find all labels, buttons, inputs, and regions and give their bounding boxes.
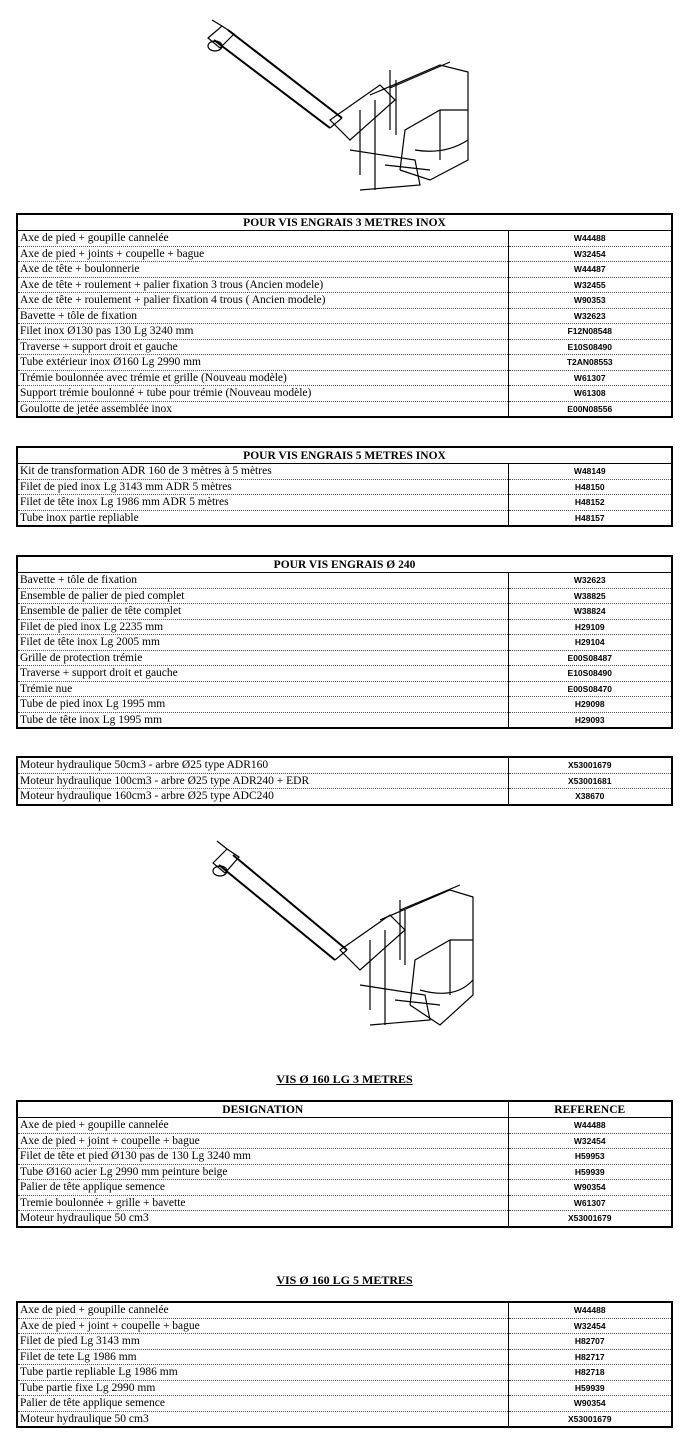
parts-table-240 (16, 555, 673, 729)
reference-cell: H59939 (508, 1164, 672, 1180)
motors-table (16, 756, 673, 806)
reference-cell: W44488 (508, 231, 672, 247)
section-heading-3m: VIS Ø 160 LG 3 METRES (276, 1072, 413, 1086)
reference-cell: E10S08490 (508, 339, 672, 355)
reference-header: REFERENCE (508, 1101, 672, 1118)
table-row (17, 1164, 672, 1180)
reference-cell: F12N08548 (508, 324, 672, 340)
table-row (17, 386, 672, 402)
table-row (17, 1133, 672, 1149)
reference-cell: H29098 (508, 697, 672, 713)
designation-cell: Bavette + tôle de fixation (17, 573, 508, 589)
designation-cell: Filet de pied inox Lg 3143 mm ADR 5 mètres (17, 479, 508, 495)
designation-cell: Traverse + support droit et gauche (17, 339, 508, 355)
reference-cell: E00S08487 (508, 650, 672, 666)
reference-cell: H59939 (508, 1380, 672, 1396)
reference-cell: H82717 (508, 1349, 672, 1365)
table-row (17, 1195, 672, 1211)
table-row (17, 666, 672, 682)
reference-cell: W48149 (508, 464, 672, 480)
table-row (17, 231, 672, 247)
designation-cell: Moteur hydraulique 50 cm3 (20, 1412, 149, 1425)
reference-cell: X53001679 (508, 1411, 672, 1427)
designation-cell: Grille de protection trémie (17, 650, 508, 666)
reference-cell: W38824 (508, 604, 672, 620)
reference-cell: H48157 (508, 510, 672, 526)
table-row (17, 262, 672, 278)
designation-cell: Traverse + support droit et gauche (17, 666, 508, 682)
table-row (17, 697, 672, 713)
table-row (17, 293, 672, 309)
reference-cell: W32454 (508, 1318, 672, 1334)
designation-cell: Moteur hydraulique 160cm3 - arbre Ø25 type ADC240 (20, 790, 274, 803)
designation-cell: Moteur hydraulique 50cm3 - arbre Ø25 type ADR160 (17, 757, 508, 773)
table-row (17, 246, 672, 262)
reference-cell: W32454 (508, 246, 672, 262)
table-row (17, 308, 672, 324)
reference-cell: W32623 (508, 573, 672, 589)
designation-cell: Filet inox Ø130 pas 130 Lg 3240 mm (17, 324, 508, 340)
auger-drawing (205, 825, 485, 1040)
designation-cell: Support trémie boulonné + tube pour trémie (Nouveau modèle) (17, 386, 508, 402)
table-row (17, 1349, 672, 1365)
table-row (17, 1118, 672, 1134)
table-row (17, 510, 672, 526)
table-row (17, 1302, 672, 1318)
designation-cell: Bavette + tôle de fixation (17, 308, 508, 324)
designation-cell: Tube extérieur inox Ø160 Lg 2990 mm (17, 355, 508, 371)
designation-cell: Ensemble de palier de tête complet (17, 604, 508, 620)
table-row (17, 619, 672, 635)
table-row (17, 604, 672, 620)
reference-cell: E00S08470 (508, 681, 672, 697)
reference-cell: W61307 (508, 370, 672, 386)
parts-table-3m-inox (16, 213, 673, 418)
reference-cell: W61307 (508, 1195, 672, 1211)
reference-cell: X53001681 (508, 773, 672, 789)
auger-illustration-bottom (205, 825, 485, 1040)
reference-cell: W32623 (508, 308, 672, 324)
designation-cell: Tremie boulonnée + grille + bavette (17, 1195, 508, 1211)
table-row (17, 1365, 672, 1381)
reference-cell: W61308 (508, 386, 672, 402)
designation-cell: Filet de pied Lg 3143 mm (17, 1334, 508, 1350)
table-row (17, 1396, 672, 1412)
table-row (17, 681, 672, 697)
designation-cell: Axe de tête + roulement + palier fixation 4 trous ( Ancien modele) (17, 293, 508, 309)
designation-cell: Filet de tête et pied Ø130 pas de 130 Lg 3240 mm (17, 1149, 508, 1165)
reference-cell: X38670 (508, 789, 672, 805)
designation-cell: Axe de pied + joints + coupelle + bague (17, 246, 508, 262)
designation-cell: Axe de pied + joint + coupelle + bague (17, 1133, 508, 1149)
designation-cell: Filet de pied inox Lg 2235 mm (17, 619, 508, 635)
table-row (17, 573, 672, 589)
parts-table-160-3m (16, 1100, 673, 1228)
reference-cell: X53001679 (508, 757, 672, 773)
table-row (17, 401, 672, 417)
table-row (17, 635, 672, 651)
table-row (17, 370, 672, 386)
designation-cell: Filet de tete Lg 1986 mm (17, 1349, 508, 1365)
auger-illustration-top (200, 10, 480, 210)
table-row (17, 588, 672, 604)
reference-cell: W44488 (508, 1302, 672, 1318)
reference-cell: E10S08490 (508, 666, 672, 682)
reference-cell: W90354 (508, 1180, 672, 1196)
designation-cell: Trémie boulonnée avec trémie et grille (Nouveau modèle) (17, 370, 508, 386)
reference-cell: W32455 (508, 277, 672, 293)
table-row (17, 339, 672, 355)
designation-cell: Filet de tête inox Lg 1986 mm ADR 5 mètres (17, 495, 508, 511)
table-row (17, 479, 672, 495)
designation-cell: Tube partie repliable Lg 1986 mm (17, 1365, 508, 1381)
reference-cell: W38825 (508, 588, 672, 604)
designation-cell: Axe de pied + joint + coupelle + bague (17, 1318, 508, 1334)
table-row (17, 1334, 672, 1350)
table-row (17, 789, 672, 805)
table-title: POUR VIS ENGRAIS 5 METRES INOX (17, 447, 672, 464)
reference-cell: H29104 (508, 635, 672, 651)
table-row (17, 1411, 672, 1427)
designation-cell: Filet de tête inox Lg 2005 mm (17, 635, 508, 651)
designation-cell: Tube Ø160 acier Lg 2990 mm peinture beige (17, 1164, 508, 1180)
designation-cell: Tube de pied inox Lg 1995 mm (17, 697, 508, 713)
reference-cell: H59953 (508, 1149, 672, 1165)
table-row (17, 1211, 672, 1227)
auger-drawing (200, 10, 480, 210)
table-row (17, 355, 672, 371)
designation-cell: Axe de tête + boulonnerie (17, 262, 508, 278)
reference-cell: W90353 (508, 293, 672, 309)
reference-cell: H29109 (508, 619, 672, 635)
table-row (17, 712, 672, 728)
table-row (17, 324, 672, 340)
reference-cell: W44487 (508, 262, 672, 278)
designation-cell: Palier de tête applique semence (17, 1396, 508, 1412)
table-row (17, 495, 672, 511)
table-title: POUR VIS ENGRAIS Ø 240 (17, 556, 672, 573)
reference-cell: W90354 (508, 1396, 672, 1412)
table-row (17, 1318, 672, 1334)
table-row (17, 277, 672, 293)
section-heading-5m: VIS Ø 160 LG 5 METRES (276, 1273, 413, 1287)
table-row (17, 1180, 672, 1196)
table-row (17, 464, 672, 480)
reference-cell: W44488 (508, 1118, 672, 1134)
reference-cell: E00N08556 (508, 401, 672, 417)
reference-cell: W32454 (508, 1133, 672, 1149)
reference-cell: H82718 (508, 1365, 672, 1381)
designation-cell: Tube de tête inox Lg 1995 mm (20, 713, 163, 726)
designation-cell: Trémie nue (17, 681, 508, 697)
designation-cell: Axe de pied + goupille cannelée (17, 1118, 508, 1134)
table-row (17, 1380, 672, 1396)
designation-cell: Goulotte de jetée assemblée inox (20, 402, 173, 415)
reference-cell: H48150 (508, 479, 672, 495)
reference-cell: H29093 (508, 712, 672, 728)
reference-cell: H48152 (508, 495, 672, 511)
designation-cell: Tube inox partie repliable (20, 511, 139, 524)
table-title: POUR VIS ENGRAIS 3 METRES INOX (17, 214, 672, 231)
table-row (17, 773, 672, 789)
designation-cell: Moteur hydraulique 100cm3 - arbre Ø25 type ADR240 + EDR (17, 773, 508, 789)
reference-cell: T2AN08553 (508, 355, 672, 371)
reference-cell: H82707 (508, 1334, 672, 1350)
designation-cell: Kit de transformation ADR 160 de 3 mètres à 5 mètres (17, 464, 508, 480)
designation-cell: Axe de tête + roulement + palier fixation 3 trous (Ancien modele) (17, 277, 508, 293)
reference-cell: X53001679 (508, 1211, 672, 1227)
designation-cell: Axe de pied + goupille cannelée (17, 231, 508, 247)
table-row (17, 757, 672, 773)
designation-header: DESIGNATION (17, 1101, 508, 1118)
table-row (17, 650, 672, 666)
designation-cell: Palier de tête applique semence (17, 1180, 508, 1196)
designation-cell: Ensemble de palier de pied complet (17, 588, 508, 604)
designation-cell: Axe de pied + goupille cannelée (17, 1302, 508, 1318)
designation-cell: Tube partie fixe Lg 2990 mm (17, 1380, 508, 1396)
designation-cell: Moteur hydraulique 50 cm3 (20, 1212, 149, 1225)
parts-table-5m-inox (16, 446, 673, 527)
table-row (17, 1149, 672, 1165)
parts-table-160-5m (16, 1301, 673, 1428)
